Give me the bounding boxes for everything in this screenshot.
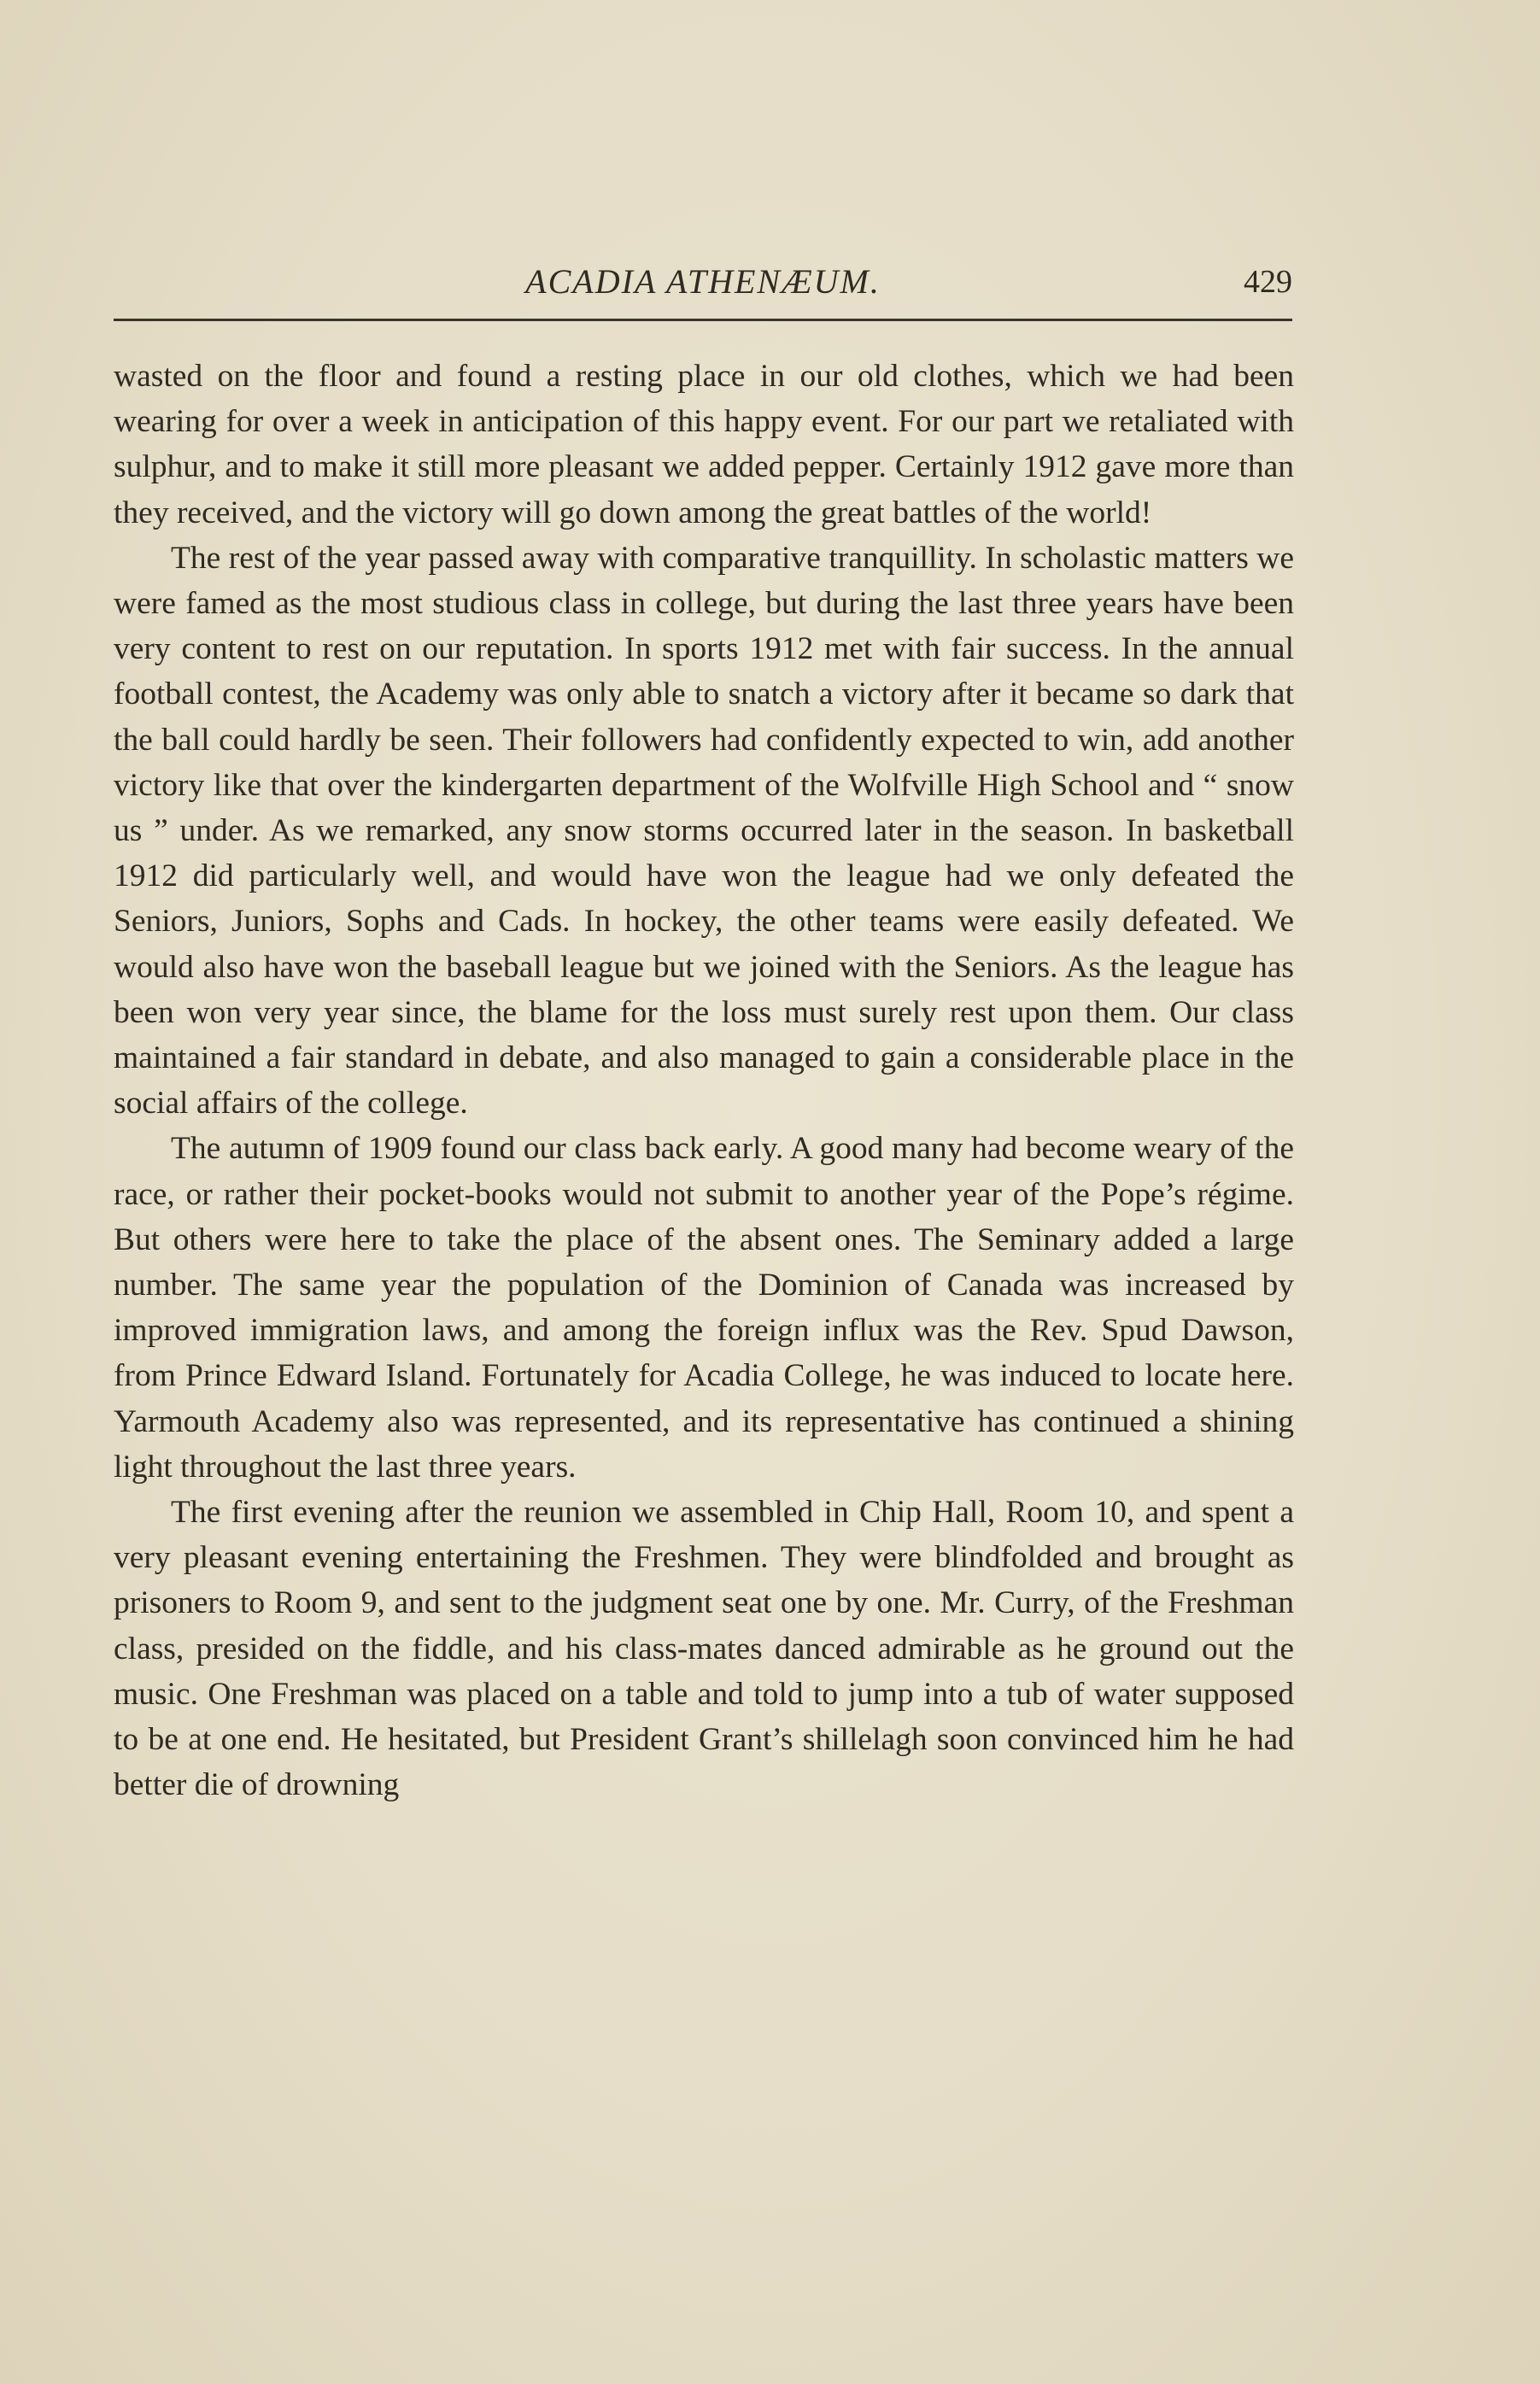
journal-title: ACADIA ATHENÆUM. [525, 262, 881, 301]
running-head [114, 256, 1292, 308]
body-text [114, 354, 1294, 1808]
paragraph-continued: wasted on the floor and found a resting place in our old clothes, which we had been wearing for over a week in anticipation of this happy event. For our part we retaliated with sulphur, and to make it still more pleasant we added pepper. Certainly 1912 gave more than they received, and the victory will go down among the great battles of the world! [114, 359, 1294, 530]
paragraph: The rest of the year passed away with comparative tranquillity. In scholastic matters we were famed as the most studious class in college, but during the last three years have been very content to rest on our reputation. In sports 1912 met with fair success. In the annual football contest, the Academy was only able to snatch a victory after it became so dark that the ball could hardly be seen. Their followers had confidently expected to win, add another victory like that over the kindergarten department of the Wolfville High School and “ snow us ” under. As we remarked, any snow storms occurred later in the season. In basketball 1912 did particularly well, and would have won the league had we only defeated the Seniors, Juniors, Sophs and Cads. In hockey, the other teams were easily defeated. We would also have won the baseball league but we joined with the Seniors. As the league has been won very year since, the blame for the loss must surely rest upon them. Our class maintained a fair standard in debate, and also managed to gain a considerable place in the social affairs of the college. [114, 540, 1294, 1122]
header-rule [114, 319, 1292, 321]
paragraph: The first evening after the reunion we assembled in Chip Hall, Room 10, and spent a very pleasant evening entertaining the Freshmen. They were blindfolded and brought as prisoners to Room 9, and sent to the judgment seat one by one. Mr. Curry, of the Freshman class, presided on the fiddle, and his class-mates danced admirable as he ground out the music. One Freshman was placed on a table and told to jump into a tub of water supposed to be at one end. He hesitated, but President Grant’s shillelagh soon convinced him he had better die of drowning [114, 1495, 1294, 1803]
paragraph: The autumn of 1909 found our class back early. A good many had become weary of the race, or rather their pocket-books would not submit to another year of the Pope’s régime. But others were here to take the place of the absent ones. The Seminary added a large number. The same year the population of the Dominion of Canada was increased by improved immigration laws, and among the foreign influx was the Rev. Spud Dawson, from Prince Edward Island. Fortunately for Acadia College, he was induced to locate here. Yarmouth Academy also was represented, and its representative has continued a shining light throughout the last three years. [114, 1131, 1294, 1485]
page-number: 429 [1244, 264, 1292, 300]
